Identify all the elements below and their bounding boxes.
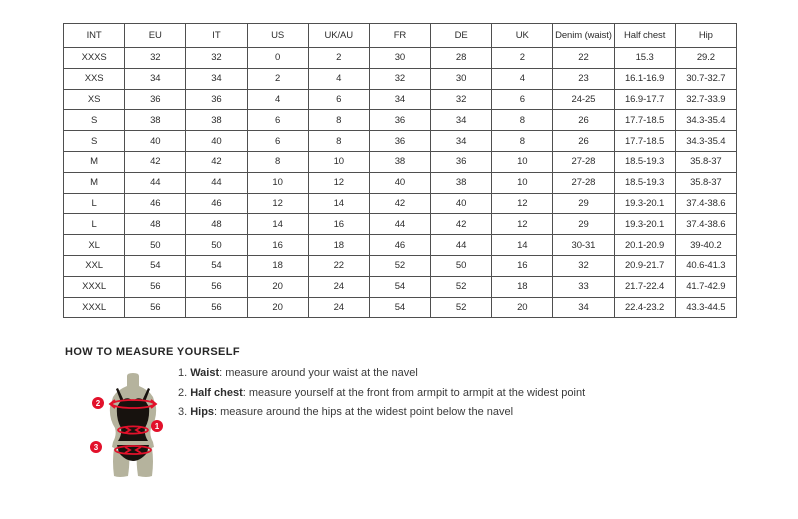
table-cell: 17.7-18.5 [614, 110, 675, 131]
table-cell: S [64, 110, 125, 131]
size-chart-table [63, 23, 737, 318]
table-cell: L [64, 214, 125, 235]
table-cell: 26 [553, 131, 614, 152]
table-cell: 8 [247, 151, 308, 172]
step-label: Hips [190, 406, 215, 418]
table-cell: 20 [492, 297, 553, 318]
table-cell: 20.9-21.7 [614, 255, 675, 276]
badge-hips-number: 3 [93, 443, 99, 452]
table-cell: 56 [186, 276, 247, 297]
column-header: INT [64, 24, 125, 48]
table-cell: 16.1-16.9 [614, 68, 675, 89]
step-number: 2. [178, 386, 188, 399]
table-cell: 18.5-19.3 [614, 151, 675, 172]
measure-step-waist [178, 367, 585, 387]
table-cell: XS [64, 89, 125, 110]
table-cell: 46 [186, 193, 247, 214]
table-cell: 20.1-20.9 [614, 235, 675, 256]
table-cell: 32 [125, 48, 186, 69]
table-cell: 22 [308, 255, 369, 276]
table-cell: 56 [125, 276, 186, 297]
table-cell: 12 [308, 172, 369, 193]
table-cell: 20 [247, 276, 308, 297]
table-cell: 34 [553, 297, 614, 318]
table-row [64, 68, 737, 89]
table-cell: 35.8-37 [675, 151, 736, 172]
step-text: : measure around the hips at the widest point below the navel [214, 406, 514, 418]
how-to-measure-title: HOW TO MEASURE YOURSELF [65, 346, 241, 358]
table-cell: 42 [186, 151, 247, 172]
table-cell: 34.3-35.4 [675, 110, 736, 131]
table-cell: 18 [247, 255, 308, 276]
table-cell: 32 [186, 48, 247, 69]
table-cell: 38 [431, 172, 492, 193]
table-cell: 30 [431, 68, 492, 89]
measure-step-hips [178, 406, 585, 426]
table-cell: 35.8-37 [675, 172, 736, 193]
table-cell: XXXL [64, 276, 125, 297]
table-cell: M [64, 151, 125, 172]
table-cell: 36 [186, 89, 247, 110]
table-cell: 8 [492, 131, 553, 152]
table-cell: 8 [492, 110, 553, 131]
mannequin-illustration [84, 371, 182, 479]
table-cell: 30-31 [553, 235, 614, 256]
table-cell: 39-40.2 [675, 235, 736, 256]
table-cell: 22 [553, 48, 614, 69]
table-cell: 6 [308, 89, 369, 110]
table-cell: 24 [308, 276, 369, 297]
table-cell: 16 [492, 255, 553, 276]
table-cell: 44 [125, 172, 186, 193]
table-cell: 29 [553, 193, 614, 214]
table-cell: 56 [125, 297, 186, 318]
table-cell: 36 [369, 110, 430, 131]
table-row [64, 131, 737, 152]
table-cell: 34 [125, 68, 186, 89]
table-cell: 42 [125, 151, 186, 172]
table-cell: 52 [431, 276, 492, 297]
table-cell: 41.7-42.9 [675, 276, 736, 297]
table-cell: 52 [369, 255, 430, 276]
table-cell: 19.3-20.1 [614, 214, 675, 235]
table-cell: 34.3-35.4 [675, 131, 736, 152]
table-cell: 48 [125, 214, 186, 235]
table-cell: 6 [492, 89, 553, 110]
table-cell: 50 [431, 255, 492, 276]
table-cell: 12 [492, 214, 553, 235]
size-chart-body [64, 48, 737, 318]
table-cell: 34 [369, 89, 430, 110]
table-cell: S [64, 131, 125, 152]
table-cell: 40 [431, 193, 492, 214]
table-row [64, 255, 737, 276]
table-cell: 14 [247, 214, 308, 235]
measure-instructions [178, 367, 585, 426]
column-header: DE [431, 24, 492, 48]
table-cell: 12 [247, 193, 308, 214]
table-cell: 54 [186, 255, 247, 276]
table-cell: 24-25 [553, 89, 614, 110]
table-cell: 6 [247, 110, 308, 131]
column-header: IT [186, 24, 247, 48]
table-row [64, 172, 737, 193]
column-header: Denim (waist) [553, 24, 614, 48]
step-text: : measure around your waist at the navel [219, 367, 418, 379]
table-cell: 10 [492, 151, 553, 172]
table-cell: 40 [186, 131, 247, 152]
table-cell: 38 [186, 110, 247, 131]
table-row [64, 48, 737, 69]
step-label: Half chest [190, 386, 243, 399]
table-cell: 42 [431, 214, 492, 235]
table-cell: 44 [369, 214, 430, 235]
table-cell: 36 [369, 131, 430, 152]
table-row [64, 276, 737, 297]
table-cell: 15.3 [614, 48, 675, 69]
table-cell: 22.4-23.2 [614, 297, 675, 318]
table-cell: 24 [308, 297, 369, 318]
table-cell: 10 [247, 172, 308, 193]
column-header: US [247, 24, 308, 48]
table-cell: 10 [308, 151, 369, 172]
table-cell: 21.7-22.4 [614, 276, 675, 297]
header-row [64, 24, 737, 48]
table-cell: 33 [553, 276, 614, 297]
measure-step-half-chest [178, 387, 585, 407]
table-cell: 32 [431, 89, 492, 110]
table-cell: 16 [247, 235, 308, 256]
column-header: UK/AU [308, 24, 369, 48]
table-cell: 36 [431, 151, 492, 172]
table-cell: 28 [431, 48, 492, 69]
table-cell: 30.7-32.7 [675, 68, 736, 89]
column-header: UK [492, 24, 553, 48]
table-cell: 32 [369, 68, 430, 89]
column-header: Hip [675, 24, 736, 48]
table-cell: 50 [186, 235, 247, 256]
table-cell: 34 [431, 131, 492, 152]
column-header: Half chest [614, 24, 675, 48]
table-cell: 50 [125, 235, 186, 256]
table-cell: 29.2 [675, 48, 736, 69]
table-cell: 23 [553, 68, 614, 89]
table-row [64, 297, 737, 318]
table-cell: 40.6-41.3 [675, 255, 736, 276]
table-cell: 16.9-17.7 [614, 89, 675, 110]
table-cell: 40 [125, 131, 186, 152]
table-cell: 10 [492, 172, 553, 193]
table-cell: 27-28 [553, 172, 614, 193]
badge-hips [90, 441, 102, 453]
badge-waist [151, 420, 163, 432]
table-cell: 34 [431, 110, 492, 131]
table-cell: 30 [369, 48, 430, 69]
badge-chest-number: 2 [95, 399, 101, 408]
table-cell: 29 [553, 214, 614, 235]
table-cell: XXS [64, 68, 125, 89]
table-cell: 16 [308, 214, 369, 235]
table-cell: 38 [369, 151, 430, 172]
table-cell: 46 [369, 235, 430, 256]
table-cell: 40 [369, 172, 430, 193]
table-cell: 4 [492, 68, 553, 89]
table-cell: 36 [125, 89, 186, 110]
table-cell: 14 [308, 193, 369, 214]
table-cell: 44 [186, 172, 247, 193]
table-row [64, 151, 737, 172]
table-row [64, 214, 737, 235]
table-cell: 27-28 [553, 151, 614, 172]
table-cell: 6 [247, 131, 308, 152]
step-label: Waist [190, 367, 220, 379]
table-cell: XXXS [64, 48, 125, 69]
table-cell: 48 [186, 214, 247, 235]
table-cell: 32 [553, 255, 614, 276]
table-cell: L [64, 193, 125, 214]
step-text: : measure yourself at the front from armpit to armpit at the widest point [242, 386, 586, 399]
table-cell: 14 [492, 235, 553, 256]
table-cell: 4 [247, 89, 308, 110]
step-number: 3. [178, 406, 188, 418]
table-row [64, 235, 737, 256]
table-cell: 54 [125, 255, 186, 276]
size-chart-header [64, 24, 737, 48]
table-cell: 18 [308, 235, 369, 256]
measurement-figure [84, 371, 182, 479]
table-cell: 20 [247, 297, 308, 318]
table-cell: 34 [186, 68, 247, 89]
table-cell: 37.4-38.6 [675, 193, 736, 214]
step-number: 1. [178, 367, 188, 379]
table-cell: M [64, 172, 125, 193]
table-cell: 37.4-38.6 [675, 214, 736, 235]
table-cell: XXL [64, 255, 125, 276]
badge-waist-number: 1 [154, 422, 160, 431]
column-header: EU [125, 24, 186, 48]
table-cell: 56 [186, 297, 247, 318]
table-cell: 52 [431, 297, 492, 318]
table-cell: 46 [125, 193, 186, 214]
table-cell: 42 [369, 193, 430, 214]
table-row [64, 110, 737, 131]
table-row [64, 193, 737, 214]
table-cell: 38 [125, 110, 186, 131]
table-row [64, 89, 737, 110]
table-cell: 54 [369, 276, 430, 297]
table-cell: 2 [308, 48, 369, 69]
table-cell: 44 [431, 235, 492, 256]
table-cell: XL [64, 235, 125, 256]
table-cell: 18.5-19.3 [614, 172, 675, 193]
table-cell: 2 [247, 68, 308, 89]
table-cell: 43.3-44.5 [675, 297, 736, 318]
badge-chest [92, 397, 104, 409]
column-header: FR [369, 24, 430, 48]
table-cell: 54 [369, 297, 430, 318]
table-cell: 18 [492, 276, 553, 297]
table-cell: 8 [308, 131, 369, 152]
table-cell: 12 [492, 193, 553, 214]
table-cell: XXXL [64, 297, 125, 318]
table-cell: 2 [492, 48, 553, 69]
table-cell: 26 [553, 110, 614, 131]
table-cell: 17.7-18.5 [614, 131, 675, 152]
table-cell: 8 [308, 110, 369, 131]
table-cell: 0 [247, 48, 308, 69]
table-cell: 19.3-20.1 [614, 193, 675, 214]
table-cell: 32.7-33.9 [675, 89, 736, 110]
table-cell: 4 [308, 68, 369, 89]
